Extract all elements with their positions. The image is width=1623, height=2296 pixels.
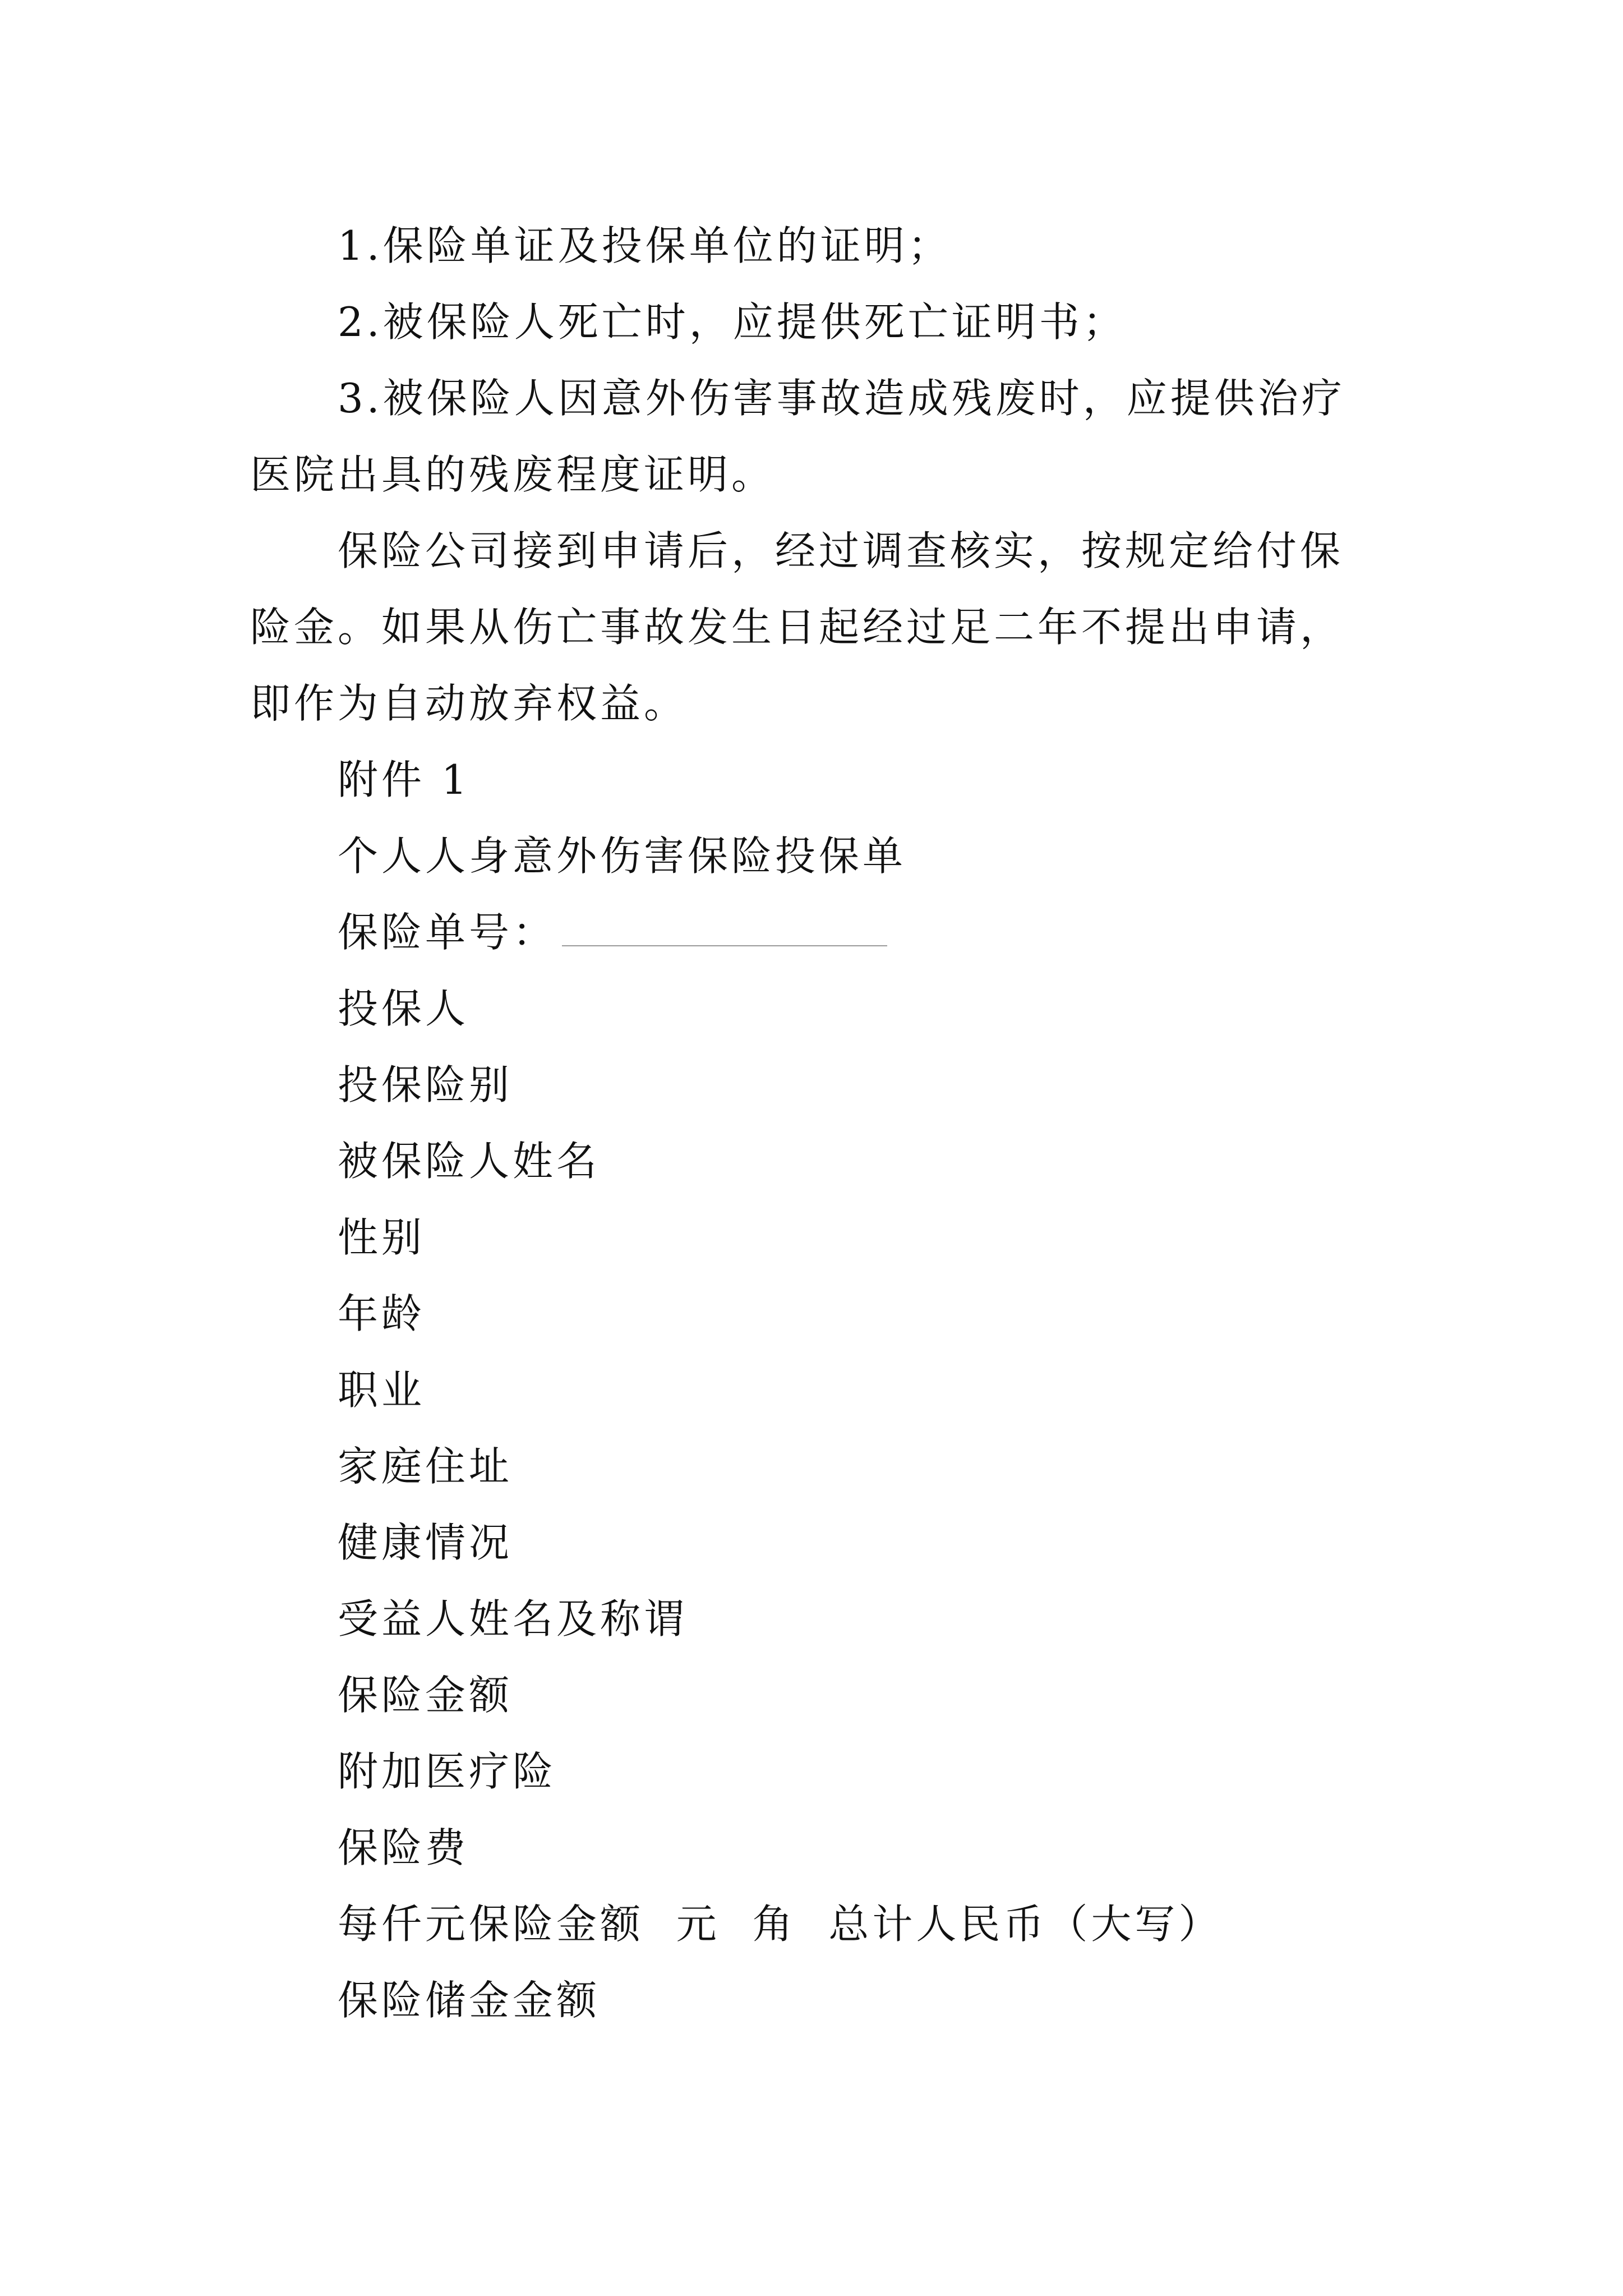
document-body xyxy=(250,208,1383,2039)
claim-item-1: 1.保险单证及投保单位的证明； xyxy=(338,222,952,269)
policy-number-row xyxy=(250,894,1383,970)
form-field-beneficiary: 受益人姓名及称谓 xyxy=(338,1595,688,1642)
claim-item-3: 3.被保险人因意外伤害事故造成残废时，应提供治疗医院出具的残废程度证明。 xyxy=(250,375,1345,498)
attachment-label: 附件 1 xyxy=(338,756,471,803)
form-field-gender: 性别 xyxy=(338,1214,426,1261)
form-field-occupation: 职业 xyxy=(338,1366,426,1414)
form-field-coverage-type: 投保险别 xyxy=(338,1061,513,1108)
form-field-insured-name: 被保险人姓名 xyxy=(338,1138,601,1185)
form-field-deposit-amount: 保险储金金额 xyxy=(338,1977,601,2024)
form-title: 个人人身意外伤害保险投保单 xyxy=(338,832,907,880)
form-field-health-status: 健康情况 xyxy=(338,1519,513,1566)
form-field-age: 年龄 xyxy=(338,1290,426,1337)
form-field-premium: 保险费 xyxy=(338,1824,469,1871)
form-field-premium-rate: 每仟元保险金额 元 角 总计人民币（大写） xyxy=(338,1901,1223,1948)
policy-number-blank[interactable] xyxy=(562,912,887,946)
policy-number-label: 保险单号： xyxy=(338,909,557,956)
claim-item-2: 2.被保险人死亡时，应提供死亡证明书； xyxy=(338,298,1127,346)
form-field-policyholder: 投保人 xyxy=(338,985,469,1032)
form-field-medical-rider: 附加医疗险 xyxy=(338,1748,557,1795)
form-field-home-address: 家庭住址 xyxy=(338,1443,513,1490)
form-field-sum-insured: 保险金额 xyxy=(338,1672,513,1719)
claim-closing-paragraph: 保险公司接到申请后，经过调查核实，按规定给付保险金。如果从伤亡事故发生日起经过足二年不提出申请，即作为自动放弃权益。 xyxy=(250,527,1344,727)
